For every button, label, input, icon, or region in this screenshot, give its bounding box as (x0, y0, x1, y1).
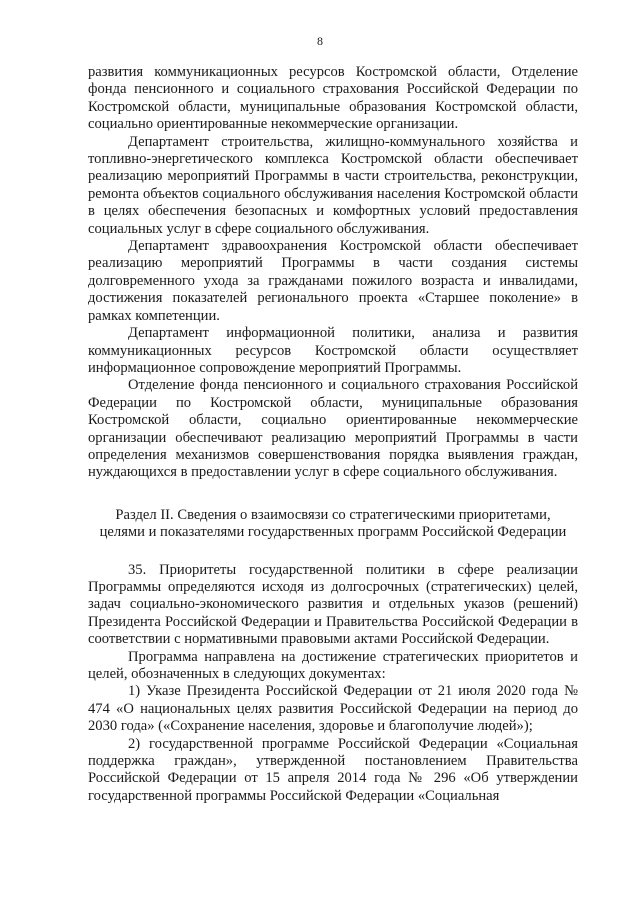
section-heading-line-1: Раздел II. Сведения о взаимосвязи со стратегическими приоритетами, (115, 506, 551, 523)
section-heading (88, 507, 578, 542)
paragraph-35-priorities: 35. Приоритеты государственной политики в сфере реализации Программы определяются исходя из долгосрочных (стратегических) целей, задач социально-экономического развития и отдельных указов (решений) Президента Российской Федерации и Правительства Российской Федерации в соответствии с нормативными правовыми актами Российской Федерации. (88, 561, 578, 648)
page-number: 8 (317, 34, 323, 48)
paragraph-pension-fund: Отделение фонда пенсионного и социального страхования Российской Федерации по Костромской области, муниципальные образования Костромской области, социально ориентированные некоммерческие организации обеспечивают реализацию мероприятий Программы в части определения механизмов совершенствования порядка выявления граждан, нуждающихся в предоставлении услуг в сфере социального обслуживания. (88, 377, 578, 481)
paragraph-continuation: развития коммуникационных ресурсов Костромской области, Отделение фонда пенсионного и социального страхования Российской Федерации по Костромской области, муниципальные образования Костромской области, социально ориентированные некоммерческие организации. (88, 64, 578, 133)
document-body (88, 64, 578, 805)
paragraph-construction-department: Департамент строительства, жилищно-коммунального хозяйства и топливно-энергетического комплекса Костромской области обеспечивает реализацию мероприятий Программы в части строительства, реконструкции, ремонта объектов социального обслуживания населения Костромской области в целях обеспечения безопасных и комфортных условий предоставления социальных услуг в сфере социального обслуживания. (88, 133, 578, 237)
paragraph-program-goals: Программа направлена на достижение стратегических приоритетов и целей, обозначенных в следующих документах: (88, 648, 578, 682)
section-heading-line-2: целями и показателями государственных программ Российской Федерации (99, 524, 567, 541)
paragraph-information-department: Департамент информационной политики, анализа и развития коммуникационных ресурсов Костромской области осуществляет информационное сопровождение мероприятий Программы. (88, 325, 578, 376)
paragraph-health-department: Департамент здравоохранения Костромской области обеспечивает реализацию мероприятий Программы в части создания системы долговременного ухода за гражданами пожилого возраста и инвалидами, достижения показателей регионального проекта «Старшее поколение» в рамках компетенции. (88, 238, 578, 324)
list-item-state-program: 2) государственной программе Российской Федерации «Социальная поддержка граждан», утвержденной постановлением Правительства Российской Федерации от 15 апреля 2014 года № 296 «Об утверждении государственной программы Российской Федерации «Социальная (88, 735, 578, 804)
list-item-presidential-decree: 1) Указе Президента Российской Федерации от 21 июля 2020 года № 474 «О национальных целях развития Российской Федерации на период до 2030 года» («Сохранение населения, здоровье и благополучие людей»); (88, 683, 578, 735)
